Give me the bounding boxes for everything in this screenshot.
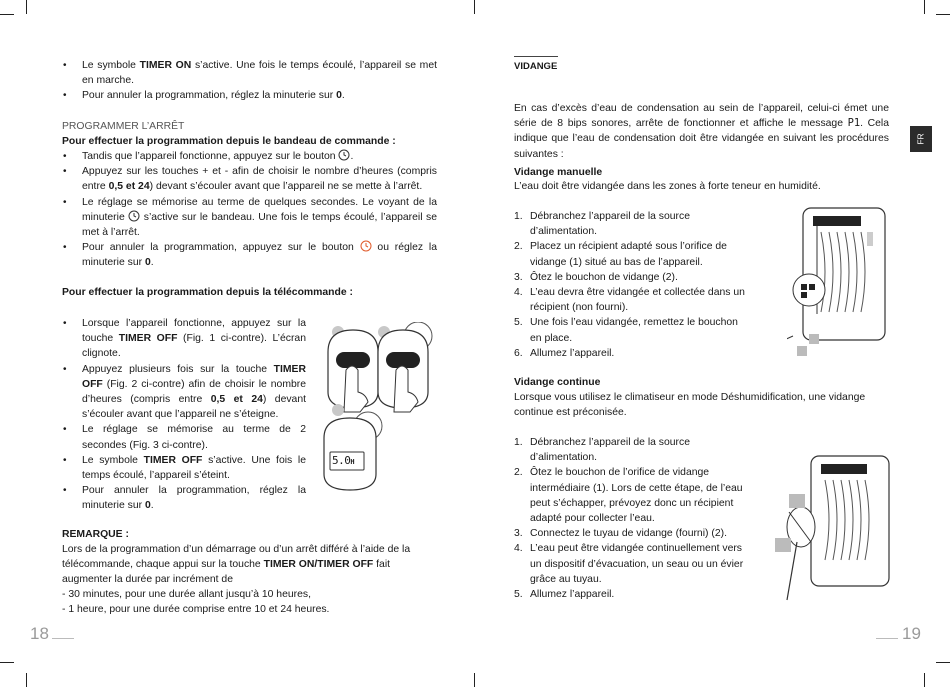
numbered-step: [514, 239, 746, 269]
step-text: Une fois l’eau vidangée, remettez le bouchon en place.: [530, 317, 738, 344]
manual-title: Vidange manuelle: [514, 167, 603, 178]
panel-heading: Pour effectuer la programmation depuis le bandeau de commande :: [62, 136, 396, 147]
manual-steps: [514, 209, 746, 361]
text-run: s’active sur le bandeau. Une fois le temps écoulé, l’appareil se met à l’arrêt.: [82, 211, 437, 239]
remarque-title: REMARQUE :: [62, 529, 129, 540]
numbered-step: [514, 315, 746, 345]
bold-run: TIMER OFF: [118, 333, 178, 345]
step-number: 6.: [514, 347, 523, 359]
step-number: 5.: [514, 589, 523, 601]
manual-text: L’eau doit être vidangée dans les zones à forte teneur en humidité.: [514, 181, 821, 192]
bullet-item: [62, 453, 306, 483]
text-run: Le symbole: [82, 60, 140, 71]
panel-bullets: [62, 149, 437, 271]
right-page: [475, 0, 950, 687]
section-rule: [514, 56, 558, 57]
text-run: Le réglage se mémorise au terme de 2 secondes (Fig. 3 ci-contre).: [82, 424, 306, 451]
text-run: ou réglez la minuterie sur: [82, 242, 437, 269]
text-run: s’active. Une fois le temps écoulé, l’appareil s’éteint.: [82, 454, 307, 482]
step-text: L’eau peut être vidangée continuellement vers un dispositif d’évacuation, un seau ou un évier grâce au tuyau.: [530, 543, 744, 585]
remote-lcd-value: [332, 453, 354, 470]
language-tab-label: FR: [916, 133, 926, 145]
lcd-unit: H: [350, 458, 355, 466]
remarque-line-1: - 30 minutes, pour une durée allant jusqu’à 10 heures,: [62, 589, 311, 600]
step-text: Connectez le tuyau de vidange (fourni) (2).: [530, 528, 727, 540]
timer-button-icon: [338, 149, 350, 161]
text-run: Pour annuler la programmation, réglez la minuterie sur: [82, 485, 306, 512]
remote-bullets: [62, 316, 306, 514]
numbered-step: [514, 346, 746, 361]
numbered-step: [514, 209, 746, 239]
text-run: .: [150, 500, 154, 512]
step-text: Débranchez l’appareil de la source d’alimentation.: [530, 437, 690, 464]
clock-icon: [128, 210, 140, 222]
text-run: Tandis que l’appareil fonctionne, appuyez sur le bouton: [82, 151, 339, 162]
page-number-rule: [52, 638, 74, 639]
step-number: 4.: [514, 543, 523, 555]
text-run: . Cela indique que l’eau de condensation doit être vidangée en suivant les procédures suivantes :: [514, 118, 889, 160]
remote-figures-illustration: [320, 322, 440, 498]
continuous-text: Lorsque vous utilisez le climatiseur en mode Déshumidification, une vidange continue est préconisée.: [514, 392, 866, 419]
text-run: Appuyez plusieurs fois sur la touche: [82, 363, 274, 375]
bold-run: 0: [336, 90, 342, 102]
page-number-rule: [876, 638, 898, 639]
bullet-item: [62, 149, 437, 164]
step-number: 3.: [514, 528, 523, 540]
numbered-step: [514, 465, 746, 526]
remarque-text: [62, 542, 438, 588]
text-run: .: [150, 257, 154, 269]
bullet-item: [62, 58, 437, 88]
text-run: ) devant s’écouler avant que l’appareil ne s’éteigne.: [82, 394, 307, 421]
step-number: 4.: [514, 287, 523, 299]
step-number: 2.: [514, 241, 523, 253]
text-run: .: [341, 90, 345, 102]
step-text: Allumez l’appareil.: [530, 589, 615, 601]
bullet-item: [62, 422, 306, 452]
text-run: Lors de la programmation d’un démarrage ou d’un arrêt différé à l’aide de la télécommande, chaque appui sur la touche: [62, 544, 411, 571]
step-number: 2.: [514, 467, 523, 479]
step-number: 5.: [514, 317, 523, 329]
numbered-step: [514, 270, 746, 285]
text-run: s’active. Une fois le temps écoulé, l’appareil se met en marche.: [82, 60, 437, 87]
bullet-item: [62, 240, 437, 270]
bold-run: 0,5 et 24: [108, 181, 150, 193]
bullet-item: [62, 88, 437, 103]
vidange-intro: [514, 101, 889, 162]
text-run: Pour annuler la programmation, réglez la minuterie sur: [82, 90, 337, 102]
step-text: Ôtez le bouchon de vidange (2).: [530, 271, 678, 283]
bullet-item: [62, 316, 306, 362]
top-bullets: [62, 58, 437, 104]
text-run: Lorsque l’appareil fonctionne, appuyez sur la touche: [82, 318, 306, 345]
section-title-vidange: VIDANGE: [514, 61, 558, 72]
page-number-left: 18: [30, 624, 49, 643]
numbered-step: [514, 285, 746, 315]
text-run: (Fig. 1 ci-contre). L’écran clignote.: [82, 333, 306, 360]
bold-run: TIMER ON/TIMER OFF: [263, 559, 374, 571]
bold-run: TIMER ON: [139, 60, 192, 71]
section-title-programmer-arret: PROGRAMMER L’ARRÊT: [62, 121, 185, 132]
bullet-item: [62, 362, 306, 423]
numbered-step: [514, 541, 746, 587]
drain-continuous-illustration: [771, 452, 895, 602]
numbered-step: [514, 435, 746, 465]
text-run: (Fig. 2 ci-contre) afin de choisir le nombre d’heures (compris entre: [82, 378, 306, 406]
language-tab: [910, 126, 932, 152]
bold-run: 0: [144, 257, 151, 269]
bold-run: 0,5 et 24: [210, 394, 263, 406]
step-text: Débranchez l’appareil de la source d’alimentation.: [530, 211, 690, 238]
text-run: .: [350, 151, 354, 162]
bullet-item: [62, 483, 306, 513]
timer-button-icon: [360, 240, 372, 252]
bullet-item: [62, 195, 437, 241]
remote-heading: Pour effectuer la programmation depuis la télécommande :: [62, 287, 354, 298]
page-number-right: 19: [902, 624, 921, 643]
bold-run: TIMER OFF: [82, 363, 306, 390]
text-run: En cas d’excès d’eau de condensation au sein de l’appareil, celui-ci émet une série de 8 bips sonores, arrête de fonctionner et affiche le message: [514, 103, 889, 130]
text-run: Le symbole: [82, 454, 144, 466]
text-run: Appuyez sur les touches + et - afin de choisir le nombre d’heures (compris entre: [82, 166, 437, 193]
text-run: Pour annuler la programmation, appuyez sur le bouton: [82, 242, 360, 254]
step-text: Placez un récipient adapté sous l’orifice de vidange (1) situé au bas de l’appareil.: [530, 241, 727, 268]
step-text: Allumez l’appareil.: [530, 347, 615, 359]
remarque-line-2: - 1 heure, pour une durée comprise entre 10 et 24 heures.: [62, 604, 330, 615]
lcd-digits: 5.0: [332, 454, 351, 467]
step-number: 1.: [514, 437, 523, 448]
p1-code: P1: [847, 117, 861, 130]
step-number: 3.: [514, 271, 523, 283]
text-run: ) devant s’écouler avant que l’appareil ne se mette à l’arrêt.: [149, 181, 423, 193]
continuous-steps: [514, 435, 746, 602]
step-text: Ôtez le bouchon de l’orifice de vidange intermédiaire (1). Lors de cette étape, de l’eau peut s’échapper, prévoyez donc un récipient adapté pour collecter l’eau.: [530, 467, 743, 525]
drain-manual-illustration: [787, 204, 892, 364]
text-run: Le réglage se mémorise au terme de quelques secondes. Le voyant de la minuterie: [82, 196, 437, 223]
bullet-item: [62, 164, 437, 194]
numbered-step: [514, 587, 746, 602]
bold-run: TIMER OFF: [143, 454, 203, 466]
bold-run: 0: [144, 500, 151, 512]
continuous-title: Vidange continue: [514, 377, 601, 388]
step-number: 1.: [514, 211, 523, 222]
step-text: L’eau devra être vidangée et collectée dans un récipient (non fourni).: [530, 287, 745, 314]
text-run: fait augmenter la durée par incrément de: [62, 559, 391, 586]
numbered-step: [514, 526, 746, 541]
